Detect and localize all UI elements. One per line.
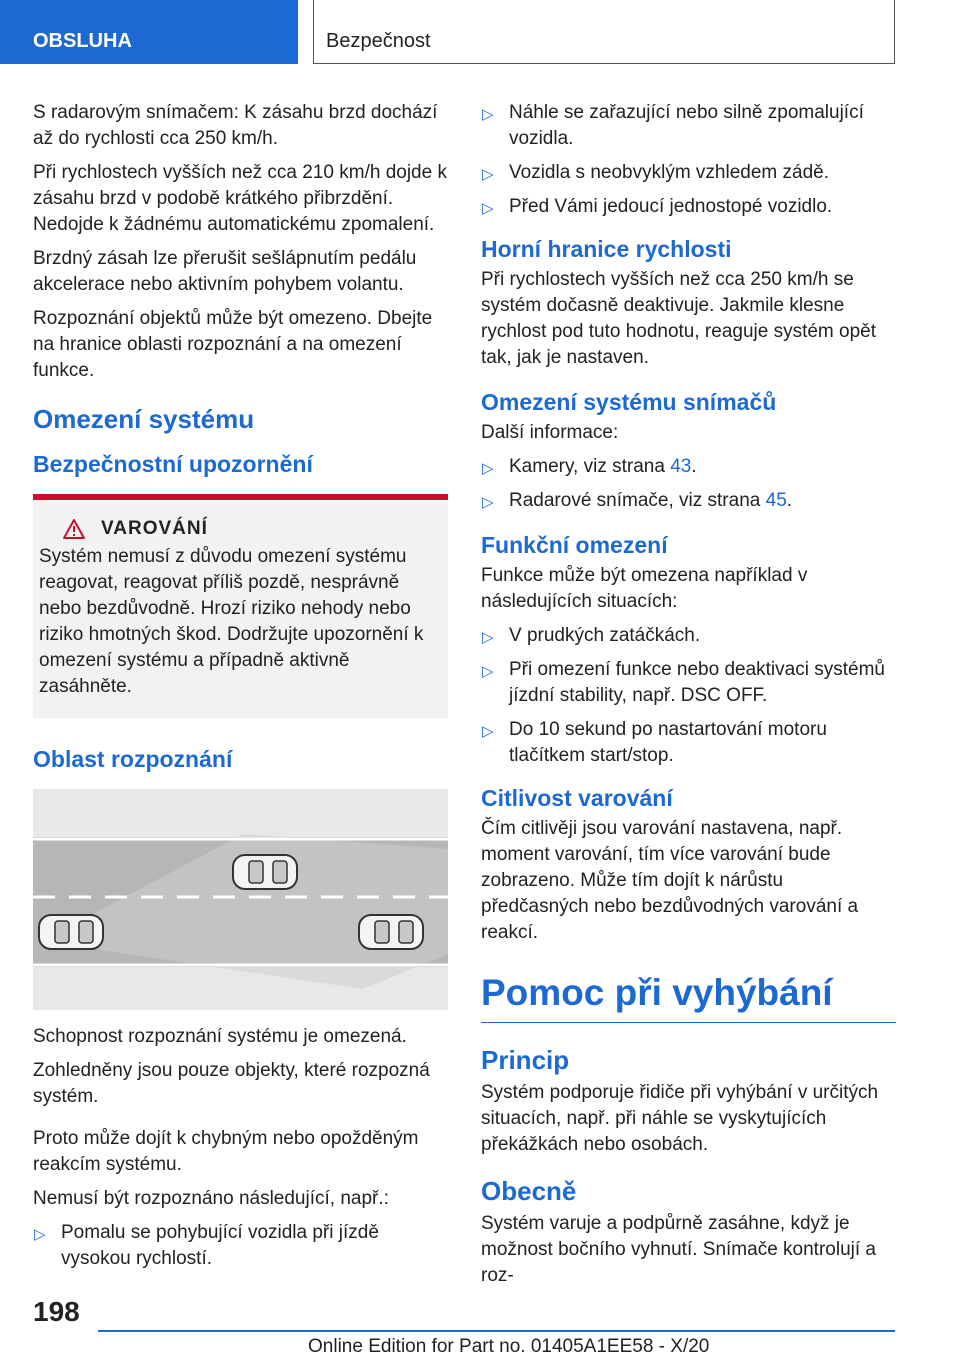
heading-sensor-limits: Omezení systému snímačů: [481, 389, 777, 415]
list-item-text: Radarové snímače, viz strana: [509, 490, 766, 511]
list-item-text: Pomalu se pohybující vozidla při jízdě vysokou rychlostí.: [61, 1222, 379, 1269]
right-column: [481, 100, 896, 1297]
list-item: [481, 488, 896, 514]
list-item-text: Vozidla s neobvyklým vzhledem zádě.: [509, 162, 829, 183]
car-icon: [233, 855, 297, 889]
heading-safety-notes: Bezpečnostní upozornění: [33, 451, 313, 477]
paragraph: Zohledněny jsou pouze objekty, které rozpozná systém.: [33, 1060, 430, 1107]
triangle-bullet-icon: ▷: [482, 494, 494, 511]
chapter-title: Bezpečnost: [313, 0, 895, 64]
heading-speed-limit: Horní hranice rychlosti: [481, 236, 732, 262]
bullet-list: [481, 623, 896, 769]
paragraph: Systém podporuje řidiče při vyhýbání v určitých situacích, např. při náhle se vyskytujících překážkách nebo osobách.: [481, 1082, 879, 1155]
page-link-radar[interactable]: 45: [765, 490, 787, 511]
triangle-bullet-icon: ▷: [34, 1226, 46, 1243]
warning-title: VAROVÁNÍ: [101, 518, 208, 539]
paragraph: Při rychlostech vyšších než cca 210 km/h dojde k zásahu brzd v podobě krátkého přibrzdění. Nedojde k žádnému automatickému zpomalení.: [33, 162, 447, 235]
bullet-list: [481, 100, 896, 220]
paragraph: Brzdný zásah lze přerušit sešlápnutím pedálu akcelerace nebo aktivním pohybem volantu.: [33, 248, 417, 295]
triangle-bullet-icon: ▷: [482, 629, 494, 646]
paragraph: Funkce může být omezena například v následujících situacích:: [481, 565, 808, 612]
edition-note: Online Edition for Part no. 01405A1EE58 - X/20: [308, 1336, 710, 1357]
warning-box: [33, 494, 448, 718]
triangle-bullet-icon: ▷: [482, 723, 494, 740]
left-column: [33, 100, 448, 1280]
triangle-bullet-icon: ▷: [482, 200, 494, 217]
list-item: [481, 194, 896, 220]
list-item-text: Při omezení funkce nebo deaktivaci systémů jízdní stability, např. DSC OFF.: [509, 659, 885, 706]
heading-general: Obecně: [481, 1176, 577, 1206]
list-item-text: Před Vámi jedoucí jednostopé vozidlo.: [509, 196, 833, 217]
page-link-cameras[interactable]: 43: [670, 456, 692, 477]
list-item-text: Kamery, viz strana: [509, 456, 671, 477]
footer-divider: [98, 1330, 895, 1332]
section-tab: OBSLUHA: [0, 0, 298, 64]
list-item: [481, 160, 896, 186]
detection-area-illustration: [33, 789, 448, 1010]
paragraph: Nemusí být rozpoznáno následující, např.:: [33, 1188, 389, 1209]
paragraph: Schopnost rozpoznání systému je omezená.: [33, 1026, 407, 1047]
paragraph: S radarovým snímačem: K zásahu brzd dochází až do rychlosti cca 250 km/h.: [33, 102, 438, 149]
heading-warning-sensitivity: Citlivost varování: [481, 785, 673, 811]
paragraph: Rozpoznání objektů může být omezeno. Dbejte na hranice oblasti rozpoznání a na omezení funkce.: [33, 308, 433, 381]
triangle-bullet-icon: ▷: [482, 106, 494, 123]
paragraph: Čím citlivěji jsou varování nastavena, např. moment varování, tím více varování bude zobrazeno. Může tím dojít k nárůstu předčasných nebo bezdůvodných varování a reakcí.: [481, 818, 859, 943]
heading-principle: Princip: [481, 1045, 570, 1075]
list-item: [481, 100, 896, 152]
page-number: 198: [33, 1296, 80, 1327]
list-item: [481, 657, 896, 709]
bullet-list: [481, 454, 896, 514]
list-item-punct: .: [691, 456, 697, 477]
road-diagram: [33, 789, 448, 1010]
chapter-heading-evasion-aid: Pomoc při vyhýbání: [481, 972, 896, 1023]
paragraph: Další informace:: [481, 422, 619, 443]
heading-system-limits: Omezení systému: [33, 404, 255, 434]
triangle-bullet-icon: ▷: [482, 663, 494, 680]
bullet-list: [33, 1220, 448, 1272]
list-item-text: Do 10 sekund po nastartování motoru tlačítkem start/stop.: [509, 719, 827, 766]
warning-text: Systém nemusí z důvodu omezení systému reagovat, reagovat příliš pozdě, nesprávně nebo bezdůvodně. Hrozí riziko nehody nebo riziko hmotných škod. Dodržujte upozornění k omezení systému a případně aktivně zasáhněte.: [39, 546, 424, 697]
list-item-punct: .: [786, 490, 793, 511]
paragraph: Proto může dojít k chybným nebo opožděným reakcím systému.: [33, 1128, 419, 1175]
list-item-text: V prudkých zatáčkách.: [509, 625, 701, 646]
triangle-bullet-icon: ▷: [482, 166, 494, 183]
triangle-bullet-icon: ▷: [482, 460, 494, 477]
list-item-text: Náhle se zařazující nebo silně zpomalující vozidla.: [509, 102, 864, 149]
list-item: [481, 717, 896, 769]
heading-functional-limits: Funkční omezení: [481, 532, 668, 558]
warning-header: [62, 518, 442, 540]
paragraph: Při rychlostech vyšších než cca 250 km/h se systém dočasně deaktivuje. Jakmile klesne rychlost pod tuto hodnotu, reaguje systém opět tak, jak je nastaven.: [481, 269, 877, 368]
list-item: [481, 623, 896, 649]
paragraph: Systém varuje a podpůrně zasáhne, když je možnost bočního vyhnutí. Snímače kontrolují a roz-: [481, 1213, 876, 1286]
warning-triangle-icon: [62, 518, 86, 540]
heading-detection-area: Oblast rozpoznání: [33, 746, 233, 772]
car-icon: [39, 915, 103, 949]
list-item: [33, 1220, 448, 1272]
car-icon: [359, 915, 423, 949]
list-item: [481, 454, 896, 480]
